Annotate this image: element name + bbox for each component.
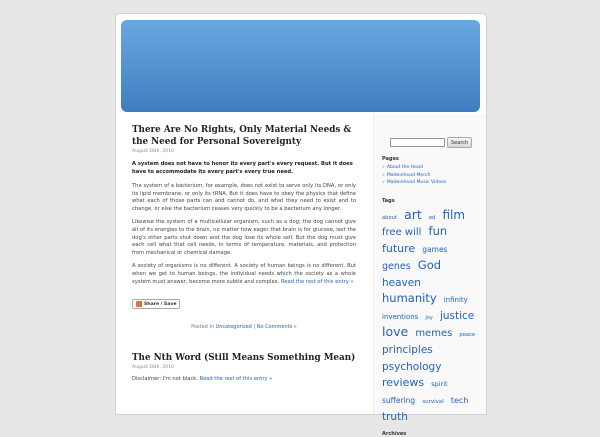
post-lead: A system does not have to honor its every part's every request. But it does have to accommodate its every part's every true need. <box>132 161 353 175</box>
tag-link[interactable]: film <box>442 207 466 222</box>
pages-title: Pages <box>382 156 399 162</box>
page-link-label: Madeinhead Music Videos <box>386 180 447 185</box>
tag-link[interactable]: games <box>422 245 448 255</box>
page-link-item[interactable] <box>382 164 486 172</box>
post-paragraph: The system of a bacterium, for example, does not exist to serve only its DNA, or only its lipid membrane, or only its tRNA. But it does have to obey the physics that define what each of those parts can and cannot do, and what they need to exist and to change, or else the bacterium ceases very quickly to be a bacterium any longer. <box>132 183 356 212</box>
archives-title: Archives <box>382 430 407 437</box>
tag-link[interactable]: ed <box>428 214 436 221</box>
tag-link[interactable]: future <box>382 242 416 256</box>
tag-link[interactable]: God <box>417 257 442 272</box>
search-input[interactable] <box>390 138 445 147</box>
archives-widget <box>374 431 486 437</box>
tag-link[interactable]: justice <box>439 310 475 323</box>
share-save-button[interactable] <box>132 299 180 309</box>
read-more-link[interactable]: Read the rest of this entry » <box>280 278 354 285</box>
category-link[interactable]: Uncategorized <box>215 324 252 331</box>
tag-link[interactable]: spirit <box>431 380 448 389</box>
tag-link[interactable]: infinity <box>443 296 468 305</box>
tag-link[interactable]: inventions <box>382 313 419 322</box>
post-paragraph <box>132 263 356 286</box>
page-link-item[interactable] <box>382 179 486 187</box>
bullet-icon: » <box>382 172 385 178</box>
page-link-label: About the Head <box>386 165 423 170</box>
tag-link[interactable]: peace <box>459 332 476 339</box>
bullet-icon: » <box>382 180 385 185</box>
posted-in-label: Posted in <box>191 324 214 331</box>
search-button[interactable]: Search <box>447 137 472 148</box>
post-2 <box>132 352 356 384</box>
tags-widget <box>374 198 486 424</box>
pages-list <box>374 164 486 187</box>
tag-link[interactable]: art <box>404 206 422 222</box>
post-paragraph: Likewise the system of a multicellular organism, such as a dog; the dog cannot give all of its energies to the brain, no matter how eager that brain is for glucose, lest the dog's other parts shut down and the dog lose its whole self. But the dog must give each cell what that cell needs, in terms of temperature, materials, and protection from mechanical or chemical damage. <box>132 219 356 256</box>
tags-title: Tags <box>382 197 395 204</box>
comments-link[interactable]: No Comments » <box>256 324 297 331</box>
tag-link[interactable]: psychology <box>382 360 442 373</box>
tag-link[interactable]: free will <box>382 227 422 239</box>
tag-link[interactable]: principles <box>382 343 433 356</box>
sidebar <box>373 114 486 437</box>
tag-link[interactable]: reviews <box>382 376 425 390</box>
post-paragraph-text: Disclaimer: I'm not black. <box>132 376 198 383</box>
main-content <box>132 124 356 384</box>
post-date: August 16th, 2010 <box>132 365 174 371</box>
post-meta <box>132 324 356 330</box>
tag-link[interactable]: humanity <box>382 291 437 306</box>
post-1 <box>132 124 356 330</box>
tag-link[interactable]: truth <box>382 411 408 424</box>
bullet-icon: » <box>382 165 385 170</box>
tag-link[interactable]: genes <box>382 260 411 272</box>
tag-link[interactable]: memes <box>415 328 453 340</box>
post-paragraph-text: A society of organisms is no different. A society of human beings is no different. But when we get to human beings, the individual needs which the society as a whole system must answer, become more subtle and complex. <box>132 263 356 285</box>
meta-separator: | <box>253 324 256 331</box>
tag-link[interactable]: about <box>382 214 397 221</box>
search-form <box>390 137 486 148</box>
post-date: August 16th, 2010 <box>132 149 174 154</box>
share-label: Share / Save <box>144 301 177 307</box>
tag-link[interactable]: tech <box>450 396 469 406</box>
tag-link[interactable]: suffering <box>382 396 416 406</box>
page-container <box>115 13 487 437</box>
tag-link[interactable]: love <box>382 324 409 340</box>
page-link-label: Madeinhead Merch <box>386 172 431 178</box>
post-paragraph <box>132 376 356 384</box>
tag-link[interactable]: fun <box>428 224 448 239</box>
tag-link[interactable]: joy <box>425 315 433 322</box>
header-banner[interactable] <box>121 20 480 112</box>
read-more-link[interactable]: Read the rest of this entry » <box>199 376 273 383</box>
post-title[interactable]: There Are No Rights, Only Material Needs & the Need for Personal Sovereignty <box>132 125 352 147</box>
tag-link[interactable]: heaven <box>382 276 421 289</box>
page-link-item[interactable] <box>382 172 486 180</box>
pages-widget <box>374 156 486 187</box>
tag-link[interactable]: survival <box>422 399 444 406</box>
share-icon <box>136 301 142 307</box>
tag-cloud <box>382 206 482 424</box>
post-title[interactable]: The Nth Word (Still Means Something Mean) <box>132 353 356 364</box>
